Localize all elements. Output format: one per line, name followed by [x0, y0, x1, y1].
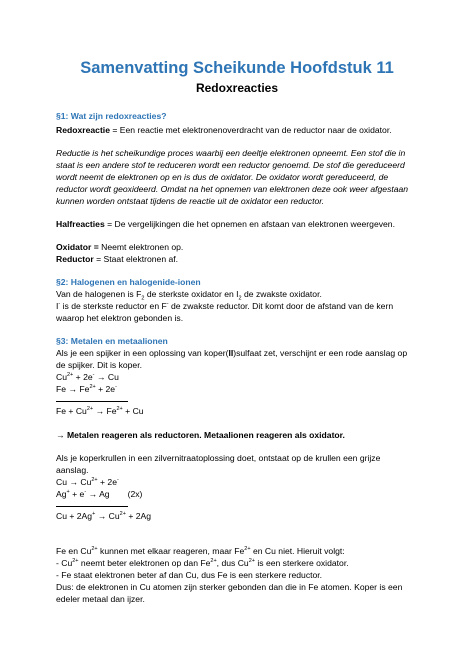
definition-oxidator — [56, 242, 183, 253]
paragraph-line: Als je een spijker in een oplossing van koper(II)sulfaat zet, verschijnt er een rode aanslag op — [56, 348, 408, 358]
paragraph-line: I- is de sterkste reductor en F- de zwakste reductor. Dit komt door de afstand van de kern — [56, 301, 394, 311]
arrow-icon: → — [94, 372, 108, 382]
definition: Neemt elektronen op. — [98, 242, 184, 252]
term: Halfreacties — [56, 219, 105, 229]
term: Oxidator = — [56, 242, 99, 252]
equation-divider — [56, 401, 128, 402]
section-2-heading: §2: Halogenen en halogenide-ionen — [56, 277, 201, 287]
total-reaction-fe-cu: $Fe + Cu^{2+} \to Fe^{2+} + Cu$ — [56, 406, 144, 416]
italic-paragraph-line: wordt neemt de elektronen op en is dus de oxidator. De oxidator wordt gereduceerd, de — [56, 172, 389, 182]
half-reaction-cu-ox: $Cu \to Cu^{2+} + 2e^-$ — [56, 477, 119, 487]
definition: = Een reactie met elektronenoverdracht van de reductor naar de oxidator. — [109, 125, 392, 135]
definition-redoxreactie — [56, 125, 392, 136]
paragraph-line: Van de halogenen is $F_2$ de sterkste oxidator en $I_2$ de zwakste oxidator. — [56, 289, 322, 302]
section-1-heading: §1: Wat zijn redoxreacties? — [56, 111, 167, 121]
paragraph-line: waarop het elektron gebonden is. — [56, 313, 184, 323]
section-3-heading: §3: Metalen en metaalionen — [56, 336, 168, 346]
arrow-icon: → — [56, 430, 65, 440]
paragraph-line: - $Cu^{2+}$ neemt beter elektronen op dan $Fe^{2+}$, dus $Cu^{2+}$ is een sterkere oxidator. — [56, 558, 349, 568]
definition: = De vergelijkingen die het opnemen en afstaan van elektronen weergeven. — [104, 219, 395, 229]
italic-paragraph-line: reductor wordt geoxideerd. Omdat na het opnemen van elektronen deze ook weer afgestaan — [56, 184, 409, 194]
definition-reductor — [56, 254, 178, 265]
half-reaction-fe: $Fe \to Fe^{2+} + 2e^-$ — [56, 384, 117, 394]
term: Redoxreactie — [56, 125, 110, 135]
paragraph-line: - Fe staat elektronen beter af dan Cu, dus Fe is een sterkere reductor. — [56, 570, 323, 580]
italic-paragraph-line: kunnen worden ontstaat tijdens de reactie uit de oxidator een reductor. — [56, 196, 325, 206]
total-reaction-cu-ag: $Cu + 2Ag^+ \to Cu^{2+} + 2Ag$ — [56, 511, 152, 521]
italic-paragraph-line: staat is een andere stof te reduceren wordt een reductor genoemd. De stof die gereduceerd — [56, 160, 405, 170]
arrow-icon: → — [95, 511, 109, 521]
paragraph-line: aanslag. — [56, 465, 89, 475]
definition: = Staat elektronen af. — [93, 254, 179, 264]
paragraph-line: edeler metaal dan ijzer. — [56, 594, 145, 604]
paragraph-line: Als je koperkrullen in een zilvernitraatoplossing doet, ontstaat op de krullen een grijze — [56, 453, 381, 463]
half-reaction-cu: $Cu^{2+} + 2e^- \to Cu$ — [56, 372, 119, 382]
arrow-icon: → — [68, 384, 78, 394]
paragraph-line: de spijker. Dit is koper. — [56, 360, 142, 370]
definition-halfreacties — [56, 219, 395, 230]
arrow-icon: → — [86, 489, 100, 499]
paragraph-line: Fe en $Cu^{2+}$ kunnen met elkaar reageren, maar $Fe^{2+}$ en Cu niet. Hieruit volgt: — [56, 546, 345, 556]
half-reaction-ag: Ag+ + e- → Ag (2x) — [56, 489, 143, 499]
arrow-icon: → — [93, 406, 107, 416]
page-title: Samenvatting Scheikunde Hoofdstuk 11 — [80, 59, 394, 77]
italic-paragraph-line: Reductie is het scheikundige proces waarbij een deeltje elektronen opneemt. Een stof die in — [56, 148, 406, 158]
conclusion-line: → Metalen reageren als reductoren. Metaalionen reageren als oxidator. — [56, 430, 345, 440]
term: Reductor — [56, 254, 94, 264]
paragraph-line: Dus: de elektronen in Cu atomen zijn sterker gebonden dan die in Fe atomen. Koper is een — [56, 582, 403, 592]
equation-divider — [56, 506, 128, 507]
arrow-icon: → — [69, 477, 78, 487]
page-subtitle: Redoxreacties — [195, 81, 279, 95]
